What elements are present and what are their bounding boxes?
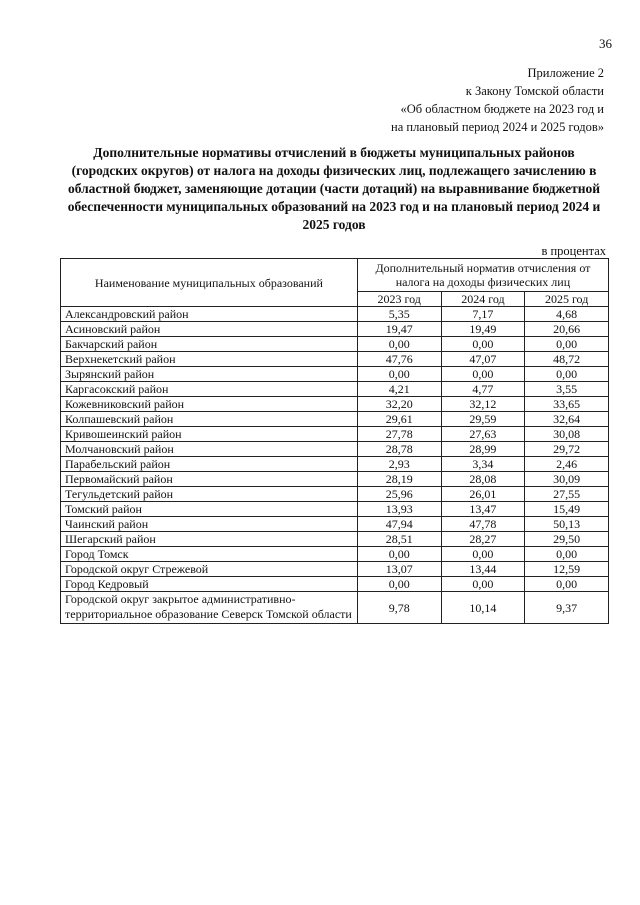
table-row (61, 352, 609, 367)
cell-2023: 0,00 (357, 367, 441, 382)
cell-2025: 50,13 (525, 517, 609, 532)
cell-2024: 28,99 (441, 442, 525, 457)
table-row (61, 577, 609, 592)
cell-2023: 13,93 (357, 502, 441, 517)
cell-2024: 0,00 (441, 547, 525, 562)
cell-2024: 28,27 (441, 532, 525, 547)
cell-2024: 13,47 (441, 502, 525, 517)
appendix-line: к Закону Томской области (465, 84, 604, 98)
cell-2023: 0,00 (357, 337, 441, 352)
cell-name: Зырянский район (61, 367, 358, 382)
cell-2025: 48,72 (525, 352, 609, 367)
appendix-line: Приложение 2 (527, 66, 604, 80)
table-row (61, 382, 609, 397)
cell-2023: 28,78 (357, 442, 441, 457)
cell-name: Кожевниковский район (61, 397, 358, 412)
cell-2023: 13,07 (357, 562, 441, 577)
cell-2025: 33,65 (525, 397, 609, 412)
cell-2025: 20,66 (525, 322, 609, 337)
table-row (61, 592, 609, 624)
cell-2023: 2,93 (357, 457, 441, 472)
appendix-header (391, 64, 604, 136)
cell-2024: 4,77 (441, 382, 525, 397)
cell-2024: 13,44 (441, 562, 525, 577)
cell-name: Асиновский район (61, 322, 358, 337)
cell-2024: 10,14 (441, 592, 525, 624)
cell-2024: 0,00 (441, 367, 525, 382)
cell-2023: 0,00 (357, 577, 441, 592)
cell-2025: 30,09 (525, 472, 609, 487)
cell-2025: 32,64 (525, 412, 609, 427)
table-row (61, 487, 609, 502)
cell-name: Бакчарский район (61, 337, 358, 352)
cell-2024: 47,78 (441, 517, 525, 532)
cell-2024: 19,49 (441, 322, 525, 337)
cell-2023: 9,78 (357, 592, 441, 624)
cell-2024: 3,34 (441, 457, 525, 472)
column-header-2023: 2023 год (357, 292, 441, 307)
table-row (61, 367, 609, 382)
cell-2023: 19,47 (357, 322, 441, 337)
table-row (61, 517, 609, 532)
cell-2025: 30,08 (525, 427, 609, 442)
cell-name: Каргасокский район (61, 382, 358, 397)
cell-name: Чаинский район (61, 517, 358, 532)
table-row (61, 502, 609, 517)
cell-name: Городской округ Стрежевой (61, 562, 358, 577)
table-row (61, 562, 609, 577)
cell-name: Первомайский район (61, 472, 358, 487)
table-row (61, 412, 609, 427)
cell-name: Томский район (61, 502, 358, 517)
cell-2023: 32,20 (357, 397, 441, 412)
cell-2023: 28,19 (357, 472, 441, 487)
cell-2024: 28,08 (441, 472, 525, 487)
cell-2023: 27,78 (357, 427, 441, 442)
cell-name: Парабельский район (61, 457, 358, 472)
cell-2025: 0,00 (525, 337, 609, 352)
column-header-name: Наименование муниципальных образований (61, 259, 358, 307)
cell-2025: 12,59 (525, 562, 609, 577)
cell-2025: 15,49 (525, 502, 609, 517)
cell-2023: 25,96 (357, 487, 441, 502)
cell-2024: 26,01 (441, 487, 525, 502)
cell-name: Городской округ закрытое административно-территориальное образование Северск Томской области (61, 592, 358, 624)
cell-2024: 47,07 (441, 352, 525, 367)
table-row (61, 397, 609, 412)
cell-2023: 47,76 (357, 352, 441, 367)
cell-name: Шегарский район (61, 532, 358, 547)
cell-name: Колпашевский район (61, 412, 358, 427)
cell-name: Александровский район (61, 307, 358, 322)
cell-2025: 3,55 (525, 382, 609, 397)
cell-2023: 4,21 (357, 382, 441, 397)
appendix-line: на плановый период 2024 и 2025 годов» (391, 120, 604, 134)
cell-2024: 0,00 (441, 337, 525, 352)
table-row (61, 532, 609, 547)
cell-2023: 28,51 (357, 532, 441, 547)
cell-2024: 27,63 (441, 427, 525, 442)
table-row (61, 322, 609, 337)
cell-2025: 2,46 (525, 457, 609, 472)
document-title: Дополнительные нормативы отчислений в бюджеты муниципальных районов (городских округов) от налога на доходы физических лиц, подлежащего зачислению в областной бюджет, заменяющие дотации (части дотаций) на выравнивание бюджетной обеспеченности муниципальных образований на 2023 год и на плановый период 2024 и 2025 годов (67, 145, 601, 232)
appendix-line: «Об областном бюджете на 2023 год и (400, 102, 604, 116)
cell-2024: 7,17 (441, 307, 525, 322)
cell-2025: 0,00 (525, 547, 609, 562)
cell-2025: 0,00 (525, 577, 609, 592)
column-header-group: Дополнительный норматив отчисления от налога на доходы физических лиц (357, 259, 608, 292)
units-label: в процентах (541, 244, 606, 258)
cell-2025: 4,68 (525, 307, 609, 322)
cell-2024: 29,59 (441, 412, 525, 427)
table-body (61, 307, 609, 624)
cell-name: Кривошеинский район (61, 427, 358, 442)
table-row (61, 427, 609, 442)
cell-2023: 0,00 (357, 547, 441, 562)
cell-2024: 0,00 (441, 577, 525, 592)
table-row (61, 307, 609, 322)
table-row (61, 547, 609, 562)
column-header-2024: 2024 год (441, 292, 525, 307)
cell-name: Город Томск (61, 547, 358, 562)
table-row (61, 337, 609, 352)
cell-2023: 29,61 (357, 412, 441, 427)
cell-2023: 47,94 (357, 517, 441, 532)
cell-name: Молчановский район (61, 442, 358, 457)
cell-2024: 32,12 (441, 397, 525, 412)
table-row (61, 457, 609, 472)
cell-2025: 0,00 (525, 367, 609, 382)
table-row (61, 442, 609, 457)
cell-2025: 27,55 (525, 487, 609, 502)
cell-2023: 5,35 (357, 307, 441, 322)
cell-2025: 9,37 (525, 592, 609, 624)
column-header-2025: 2025 год (525, 292, 609, 307)
cell-name: Тегульдетский район (61, 487, 358, 502)
norms-table (60, 258, 609, 624)
cell-2025: 29,72 (525, 442, 609, 457)
cell-name: Верхнекетский район (61, 352, 358, 367)
page-number: 36 (599, 36, 612, 51)
table-row (61, 472, 609, 487)
cell-2025: 29,50 (525, 532, 609, 547)
cell-name: Город Кедровый (61, 577, 358, 592)
